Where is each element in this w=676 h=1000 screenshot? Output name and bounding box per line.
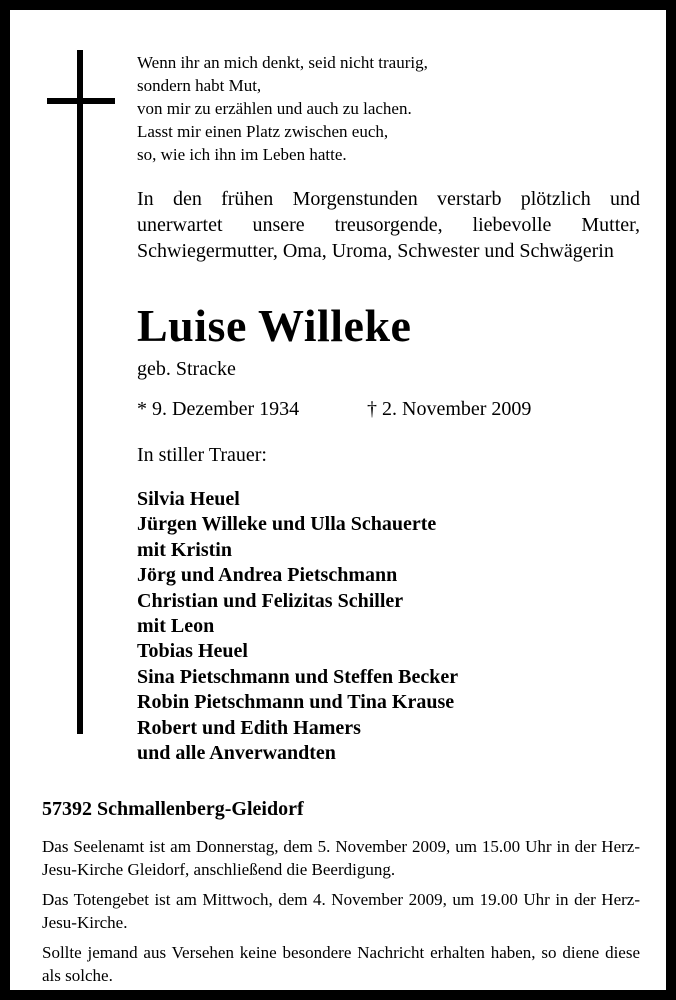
place-of-residence: 57392 Schmallenberg-Gleidorf (42, 798, 304, 820)
deceased-name: Luise Willeke (137, 300, 412, 351)
birth-date: * 9. Dezember 1934 (137, 398, 300, 420)
poem-line: von mir zu erzählen und auch zu lachen. (137, 99, 412, 118)
mourner-line: Tobias Heuel (137, 640, 248, 663)
mourner-line: Robert und Edith Hamers (137, 716, 361, 739)
poem-line: sondern habt Mut, (137, 76, 262, 95)
poem-line: Lasst mir einen Platz zwischen euch, (137, 122, 389, 141)
mourner-line: Jürgen Willeke und Ulla Schauerte (137, 513, 437, 536)
mourner-line: Robin Pietschmann und Tina Krause (137, 691, 455, 714)
mourner-line: Christian und Felizitas Schiller (137, 589, 404, 612)
mourner-line: mit Leon (137, 615, 215, 638)
mourner-line: mit Kristin (137, 538, 232, 561)
mourners-list (137, 487, 458, 766)
mourner-line: Silvia Heuel (137, 488, 240, 510)
prayer-info: Das Totengebet ist am Mittwoch, dem 4. November 2009, um 19.00 Uhr in der Herz-Jesu-Kirche. (42, 890, 640, 932)
intro-text: In den frühen Morgenstunden verstarb plötzlich und unerwartet unsere treusorgende, liebevolle Mutter, Schwiegermutter, Oma, Uroma, Schwester und Schwägerin (137, 188, 640, 262)
maiden-name: geb. Stracke (137, 358, 236, 380)
notice-note: Sollte jemand aus Versehen keine besondere Nachricht erhalten haben, so diene diese als solche. (42, 943, 640, 985)
mourning-label: In stiller Trauer: (137, 444, 267, 466)
requiem-info: Das Seelenamt ist am Donnerstag, dem 5. November 2009, um 15.00 Uhr in der Herz-Jesu-Kirche Gleidorf, anschließend die Beerdigung. (42, 837, 640, 879)
death-date: † 2. November 2009 (367, 398, 532, 420)
poem-line: so, wie ich ihn im Leben hatte. (137, 145, 347, 164)
poem (137, 51, 637, 166)
poem-line: Wenn ihr an mich denkt, seid nicht traurig, (137, 53, 428, 72)
mourner-line: und alle Anverwandten (137, 742, 336, 765)
cross-icon (47, 50, 115, 734)
mourner-line: Sina Pietschmann und Steffen Becker (137, 665, 459, 688)
mourner-line: Jörg und Andrea Pietschmann (137, 564, 398, 587)
